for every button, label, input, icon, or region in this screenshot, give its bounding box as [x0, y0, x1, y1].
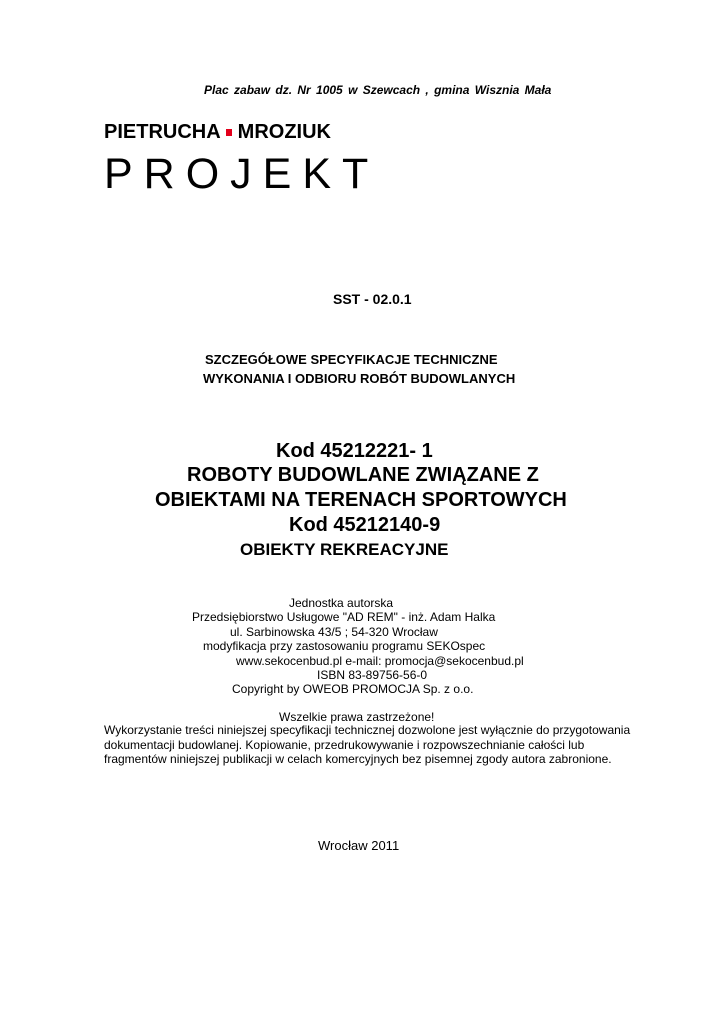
- company-separator-square: [226, 129, 232, 136]
- projekt-title: PROJEKT: [104, 150, 380, 198]
- credits-line: ul. Sarbinowska 43/5 ; 54-320 Wrocław: [230, 625, 438, 639]
- usage-notice-line: dokumentacji budowlanej. Kopiowanie, przedrukowywanie i rozpowszechnianie całości lub: [104, 737, 585, 752]
- works-title-line2: OBIEKTAMI NA TERENACH SPORTOWYCH: [155, 489, 567, 511]
- usage-notice-line: fragmentów niniejszej publikacji w celach komercyjnych bez pisemnej zgody autora zabronione.: [104, 752, 612, 766]
- cpv-code-2: Kod 45212140-9: [289, 514, 441, 536]
- document-code: SST - 02.0.1: [333, 291, 412, 307]
- company-name-right: MROZIUK: [237, 121, 331, 143]
- credits-line: Przedsiębiorstwo Usługowe "AD REM" - inż. Adam Halka: [192, 610, 496, 624]
- works-title-line1: ROBOTY BUDOWLANE ZWIĄZANE Z: [187, 464, 539, 486]
- usage-notice: [104, 723, 644, 767]
- credits-line: Jednostka autorska: [289, 596, 394, 610]
- place-and-year: Wrocław 2011: [318, 838, 400, 853]
- credits-line: www.sekocenbud.pl e-mail: promocja@sekocenbud.pl: [236, 654, 524, 668]
- objects-title: OBIEKTY REKREACYJNE: [240, 540, 449, 559]
- credits-line: modyfikacja przy zastosowaniu programu SEKOspec: [203, 639, 486, 653]
- cpv-code-1: Kod 45212221- 1: [276, 440, 433, 462]
- rights-reserved: Wszelkie prawa zastrzeżone!: [279, 710, 435, 724]
- usage-notice-line: Wykorzystanie treści niniejszej specyfikacji technicznej dozwolone jest wyłącznie do przygotowania: [104, 723, 631, 737]
- company-name: [104, 121, 331, 144]
- location-header: Plac zabaw dz. Nr 1005 w Szewcach , gmina Wisznia Mała: [204, 83, 552, 97]
- credits-line: Copyright by OWEOB PROMOCJA Sp. z o.o.: [232, 682, 474, 696]
- spec-title-line2: WYKONANIA I ODBIORU ROBÓT BUDOWLANYCH: [203, 371, 516, 386]
- company-name-left: PIETRUCHA: [104, 121, 221, 143]
- spec-title-line1: SZCZEGÓŁOWE SPECYFIKACJE TECHNICZNE: [205, 352, 498, 367]
- credits-line: ISBN 83-89756-56-0: [317, 668, 428, 682]
